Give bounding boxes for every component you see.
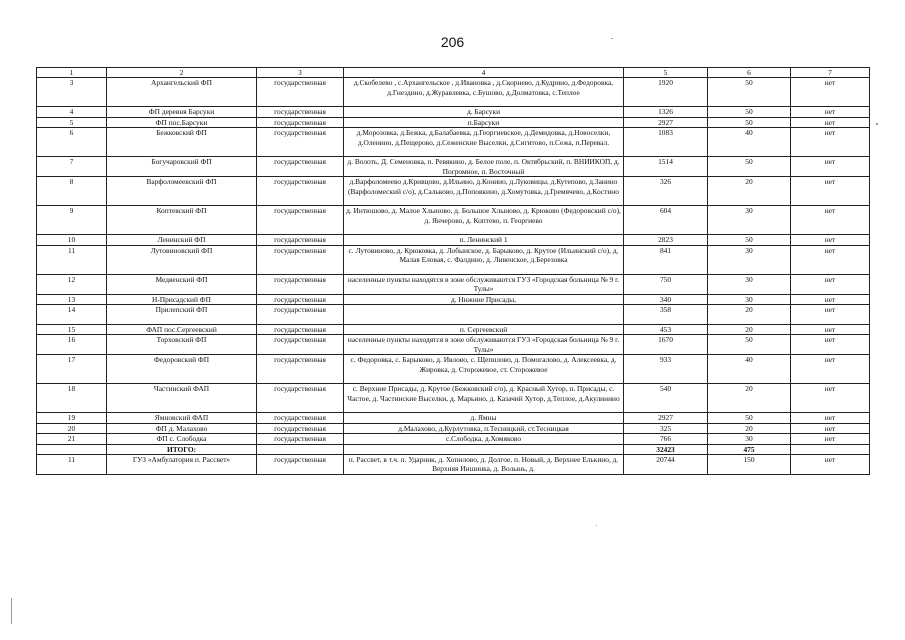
population-count: 358 [624,305,708,325]
ownership-type: государственная [257,434,344,444]
facility-name: ФП деревня Барсуки [107,107,257,117]
served-areas: д.Морозовка, д.Бежка, д.Балабаевка, д.Георгиевское, д.Демидовка, д.Новоселки, д.Оленино, д.Пещерово, д.Сеженские Выселки, д.Сигитово, п.Сежа, п.Перевал. [344,128,624,157]
capacity-value: 50 [708,117,791,127]
capacity-value: 40 [708,128,791,157]
table-row [37,434,870,444]
capacity-value: 50 [708,335,791,355]
flag-value: нет [791,434,870,444]
flag-value: нет [791,206,870,235]
flag-value: нет [791,177,870,206]
served-areas: с.Слободка, д.Хомяково [344,434,624,444]
facility-name: Ямновский ФАП [107,413,257,423]
flag-value: нет [791,78,870,107]
capacity-value: 20 [708,423,791,433]
table-row [37,384,870,413]
ownership-type: государственная [257,335,344,355]
empty-cell [257,444,344,454]
capacity-value: 20 [708,325,791,335]
facility-name: ФП пос.Барсуки [107,117,257,127]
flag-value: нет [791,245,870,274]
capacity-value: 20 [708,177,791,206]
ownership-type: государственная [257,274,344,294]
table-row [37,117,870,127]
row-number: 12 [37,274,107,294]
population-count: 1326 [624,107,708,117]
capacity-value: 50 [708,413,791,423]
total-population: 32423 [624,444,708,454]
capacity-value: 50 [708,107,791,117]
population-count: 1920 [624,78,708,107]
flag-value: нет [791,355,870,384]
served-areas: п. Ленинский 1 [344,235,624,245]
served-areas: д.Варфоломеево д.Кривцово, д.Ильино, д.Конино, д.Луковицы, д.Кутепово, д.Занино (Варфоломеский с/о), д.Сальково, д.Поповкино, д.Хомутовка, д.Гремячево, д.Костино [344,177,624,206]
served-areas [344,305,624,325]
population-count: 1514 [624,157,708,177]
ownership-type: государственная [257,78,344,107]
ownership-type: государственная [257,245,344,274]
ownership-type: государственная [257,325,344,335]
served-areas: с. Федоровка, с. Барыково, д. Ивлово, с. Щепилово, д. Помогалово, д. Алексеевка, д. Жировка, д. Сторожевое, ст. Сторожевое [344,355,624,384]
ownership-type: государственная [257,413,344,423]
capacity-value: 30 [708,434,791,444]
flag-value: нет [791,294,870,304]
facility-name: ФП с. Слободка [107,434,257,444]
served-areas: населенные пункты находятся в зоне обслуживаются ГУЗ «Городская больница № 9 г. Тулы» [344,335,624,355]
capacity-value: 30 [708,274,791,294]
facility-name: Варфоломеевский ФП [107,177,257,206]
served-areas: д. Нижние Присады, [344,294,624,304]
row-number: 11 [37,455,107,475]
flag-value: нет [791,117,870,127]
empty-cell [37,444,107,454]
population-count: 326 [624,177,708,206]
served-areas: д. Интюшово, д. Малое Хлыново, д. Большое Хлыново, д. Крюково (Федоровский с/о), д. Янчерово, д. Коптево, п. Георгиево [344,206,624,235]
capacity-value: 150 [708,455,791,475]
population-count: 340 [624,294,708,304]
facility-name: Архангельский ФП [107,78,257,107]
flag-value: нет [791,157,870,177]
served-areas: п. Рассвет, в т.ч. п. Ударник, д. Хопилово, д. Долгое, п. Новый, д. Верхнее Елькино, д. Верхняя Иншинка, д. Волынь, д. [344,455,624,475]
row-number: 4 [37,107,107,117]
ownership-type: государственная [257,294,344,304]
population-count: 20744 [624,455,708,475]
facility-name: ГУЗ «Амбулатория п. Рассвет» [107,455,257,475]
facility-name: Частинский ФАП [107,384,257,413]
ownership-type: государственная [257,355,344,384]
facility-name: Прилепский ФП [107,305,257,325]
ownership-type: государственная [257,107,344,117]
served-areas: д. Волоть, Д. Семеновка, п. Ревякино, д. Белое поле, п. Октябрьский, п. ВНИИКОП, д. Погромное, п. Восточный [344,157,624,177]
capacity-value: 50 [708,235,791,245]
facility-name: Богучаровский ФП [107,157,257,177]
row-number: 17 [37,355,107,384]
population-count: 841 [624,245,708,274]
table-row [37,335,870,355]
population-count: 1670 [624,335,708,355]
ownership-type: государственная [257,206,344,235]
row-number: 21 [37,434,107,444]
served-areas: п. Сергеевский [344,325,624,335]
column-header: 2 [107,68,257,78]
facility-name: Федоровский ФП [107,355,257,384]
flag-value: нет [791,325,870,335]
scan-speck [876,123,878,125]
capacity-value: 30 [708,245,791,274]
row-number: 8 [37,177,107,206]
flag-value: нет [791,305,870,325]
empty-cell [791,444,870,454]
table-row [37,455,870,475]
facility-name: Лутовиновский ФП [107,245,257,274]
table-row [37,78,870,107]
ownership-type: государственная [257,455,344,475]
population-count: 453 [624,325,708,335]
table-row [37,325,870,335]
column-header: 4 [344,68,624,78]
total-capacity: 475 [708,444,791,454]
capacity-value: 50 [708,157,791,177]
facility-name: Н-Присадский ФП [107,294,257,304]
ownership-type: государственная [257,117,344,127]
served-areas: с. Лутовиново, д. Крюковка, д. Лобынское, д. Барыково, д. Крутое (Ильинский с/о), д. Малая Еловая, с. Фалдино, д. Ливенское, д.Березовка [344,245,624,274]
ownership-type: государственная [257,235,344,245]
served-areas: с. Верхние Присады, д. Крутое (Бежковский с/о), д. Красный Хутор, п. Присады, с. Частое, д. Частинские Выселки, д. Марьино, д. Казачий Хутор, д.Теплое, д.Акулинино [344,384,624,413]
row-number: 15 [37,325,107,335]
facility-name: ФП д. Малахово [107,423,257,433]
population-count: 2927 [624,117,708,127]
table-row [37,206,870,235]
column-header: 6 [708,68,791,78]
population-count: 766 [624,434,708,444]
column-header: 5 [624,68,708,78]
population-count: 540 [624,384,708,413]
capacity-value: 30 [708,294,791,304]
capacity-value: 50 [708,78,791,107]
row-number: 14 [37,305,107,325]
flag-value: нет [791,274,870,294]
population-count: 1083 [624,128,708,157]
table-row [37,305,870,325]
ownership-type: государственная [257,423,344,433]
row-number: 5 [37,117,107,127]
row-number: 6 [37,128,107,157]
table-header-row [37,68,870,78]
row-number: 18 [37,384,107,413]
facility-name: Бежковский ФП [107,128,257,157]
table-row [37,107,870,117]
capacity-value: 40 [708,355,791,384]
flag-value: нет [791,384,870,413]
row-number: 16 [37,335,107,355]
row-number: 11 [37,245,107,274]
total-label: ИТОГО: [107,444,257,454]
row-number: 3 [37,78,107,107]
facilities-table [36,67,870,475]
ownership-type: государственная [257,128,344,157]
table-row [37,423,870,433]
flag-value: нет [791,335,870,355]
table-row [37,235,870,245]
facility-name: Коптевский ФП [107,206,257,235]
facility-name: Ленинский ФП [107,235,257,245]
population-count: 933 [624,355,708,384]
row-number: 9 [37,206,107,235]
table-row [37,355,870,384]
capacity-value: 20 [708,305,791,325]
population-count: 2823 [624,235,708,245]
flag-value: нет [791,107,870,117]
served-areas: д. Барсуки [344,107,624,117]
ownership-type: государственная [257,384,344,413]
table-row [37,128,870,157]
facility-name: Медвенский ФП [107,274,257,294]
flag-value: нет [791,235,870,245]
table-row [37,245,870,274]
capacity-value: 20 [708,384,791,413]
facility-name: Торховский ФП [107,335,257,355]
population-count: 325 [624,423,708,433]
row-number: 20 [37,423,107,433]
population-count: 604 [624,206,708,235]
scan-speck [596,525,597,526]
flag-value: нет [791,413,870,423]
flag-value: нет [791,423,870,433]
row-number: 10 [37,235,107,245]
page-number: 206 [440,34,465,50]
scan-speck [11,598,12,624]
table-row [37,157,870,177]
table-row [37,274,870,294]
table-row [37,294,870,304]
facility-name: ФАП пос.Сергеевский [107,325,257,335]
served-areas: населенные пункты находятся в зоне обслуживаются ГУЗ «Городская больница № 9 г. Тулы» [344,274,624,294]
column-header: 3 [257,68,344,78]
ownership-type: государственная [257,305,344,325]
ownership-type: государственная [257,157,344,177]
served-areas: д.Малахово, д.Курлутовка, п.Тесницкий, ст.Тесницкая [344,423,624,433]
served-areas: д.Скобелево , с.Архангельское , д.Ивановка , д.Скорнево, д.Кудрино, д.Федоровка, д.Гнездино, д.Журавлевка, с.Бушово, д.Долматовка, с.Теплое [344,78,624,107]
served-areas: п.Барсуки [344,117,624,127]
table-row [37,177,870,206]
population-count: 2927 [624,413,708,423]
flag-value: нет [791,455,870,475]
column-header: 1 [37,68,107,78]
row-number: 19 [37,413,107,423]
flag-value: нет [791,128,870,157]
row-number: 7 [37,157,107,177]
empty-cell [344,444,624,454]
column-header: 7 [791,68,870,78]
total-row [37,444,870,454]
capacity-value: 30 [708,206,791,235]
served-areas: д. Ямны [344,413,624,423]
ownership-type: государственная [257,177,344,206]
scan-speck [611,38,613,39]
row-number: 13 [37,294,107,304]
population-count: 750 [624,274,708,294]
table-row [37,413,870,423]
